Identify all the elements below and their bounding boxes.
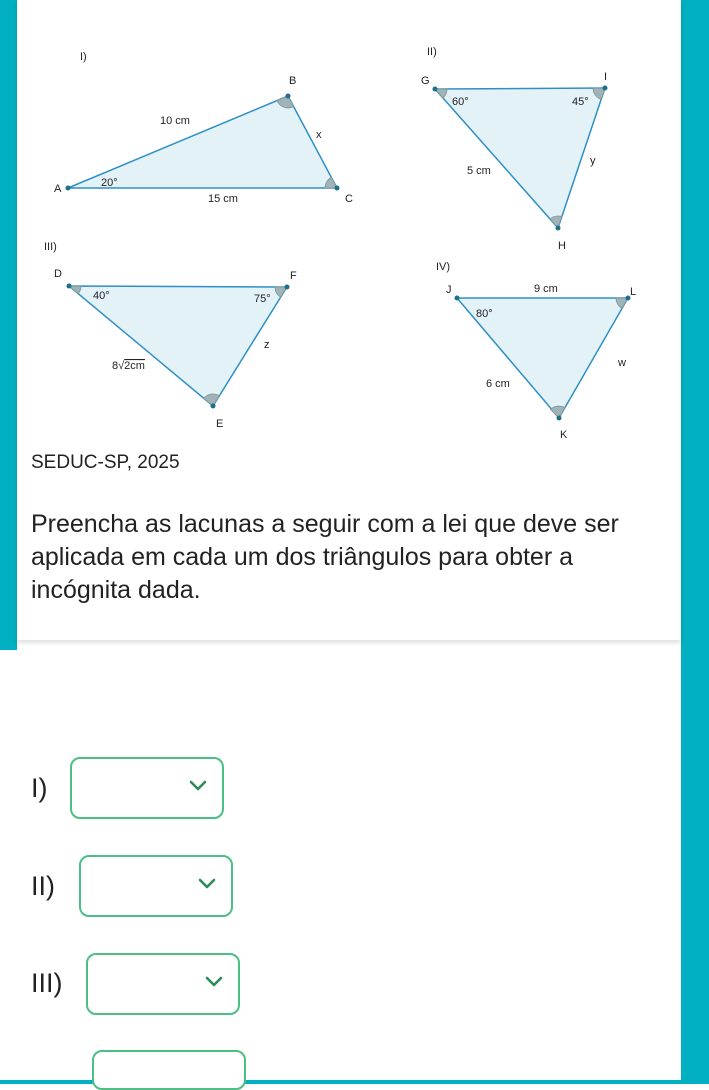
fig1-numeral: I) [80,51,87,63]
triangle-1 [54,51,353,205]
fig2-polygon [435,88,605,228]
answer-label-3: III) [31,968,63,998]
fig2-angle-i: 45° [572,96,589,108]
fig4-point-j [455,296,460,301]
question-text: Preencha as lacunas a seguir com a lei que deve ser aplicada em cada um dos triângulos para obter a incógnita dada. [31,510,619,604]
fig3-point-d [67,284,72,289]
answer-label-2: II) [31,871,55,901]
triangle-4 [436,261,636,440]
triangle-figures [17,0,681,440]
fig1-point-c [335,186,340,191]
answer-dropdown-2[interactable] [79,855,233,917]
fig1-side-bc: x [316,129,322,141]
fig4-vertex-l: L [630,286,637,298]
sqrt-symbol: √ [118,360,125,372]
fig2-point-g [433,87,438,92]
fig1-side-ac: 15 cm [208,193,238,205]
chevron-down-icon [204,975,224,989]
chevron-down-icon [197,877,217,891]
answers-section [0,650,681,1080]
fig3-numeral: III) [44,241,57,253]
fig1-angle-a: 20° [101,177,118,189]
fig2-point-h [556,226,561,231]
fig2-numeral: II) [427,46,437,58]
fig3-side-de [112,360,145,372]
fig2-vertex-g: G [421,75,430,87]
triangle-2 [421,46,608,252]
fig4-side-jk: 6 cm [486,378,510,390]
fig3-angle-d: 40° [93,290,110,302]
answer-dropdown-3[interactable] [86,953,240,1015]
fig1-vertex-b: B [289,75,297,87]
fig4-numeral: IV) [436,261,451,273]
answer-dropdown-4-partial[interactable] [92,1050,246,1090]
fig4-vertex-j: J [446,284,452,296]
answer-dropdown-1[interactable] [70,757,224,819]
fig4-vertex-k: K [560,429,568,440]
fig2-side-gh: 5 cm [467,165,491,177]
fig1-point-b [286,94,291,99]
fig1-polygon [68,96,337,188]
fig3-point-f [285,285,290,290]
fig3-side-de-radicand: 2cm [124,360,145,372]
fig4-point-k [557,416,562,421]
fig2-vertex-i: I [604,71,608,83]
fig2-vertex-h: H [558,240,566,252]
fig1-point-a [66,186,71,191]
fig4-side-lk: w [618,357,626,369]
fig3-side-fe: z [264,339,270,351]
fig1-side-ab: 10 cm [160,115,190,127]
fig2-side-ih: y [590,155,596,167]
source-citation: SEDUC-SP, 2025 [31,452,180,473]
fig4-side-jl: 9 cm [534,283,558,295]
fig2-angle-g: 60° [452,96,469,108]
fig4-angle-j: 80° [476,308,493,320]
fig3-vertex-f: F [290,270,297,282]
fig1-vertex-a: A [54,183,62,195]
frame-right [681,0,709,1084]
fig3-vertex-d: D [54,268,62,280]
fig3-side-de-coef: 8 [112,360,119,372]
fig3-point-e [211,404,216,409]
fig2-point-i [603,86,608,91]
chevron-down-icon [188,779,208,793]
fig3-vertex-e: E [216,418,224,430]
fig1-vertex-c: C [345,193,353,205]
fig3-angle-f: 75° [254,293,271,305]
answer-label-1: I) [31,773,48,803]
triangle-3 [44,241,297,430]
